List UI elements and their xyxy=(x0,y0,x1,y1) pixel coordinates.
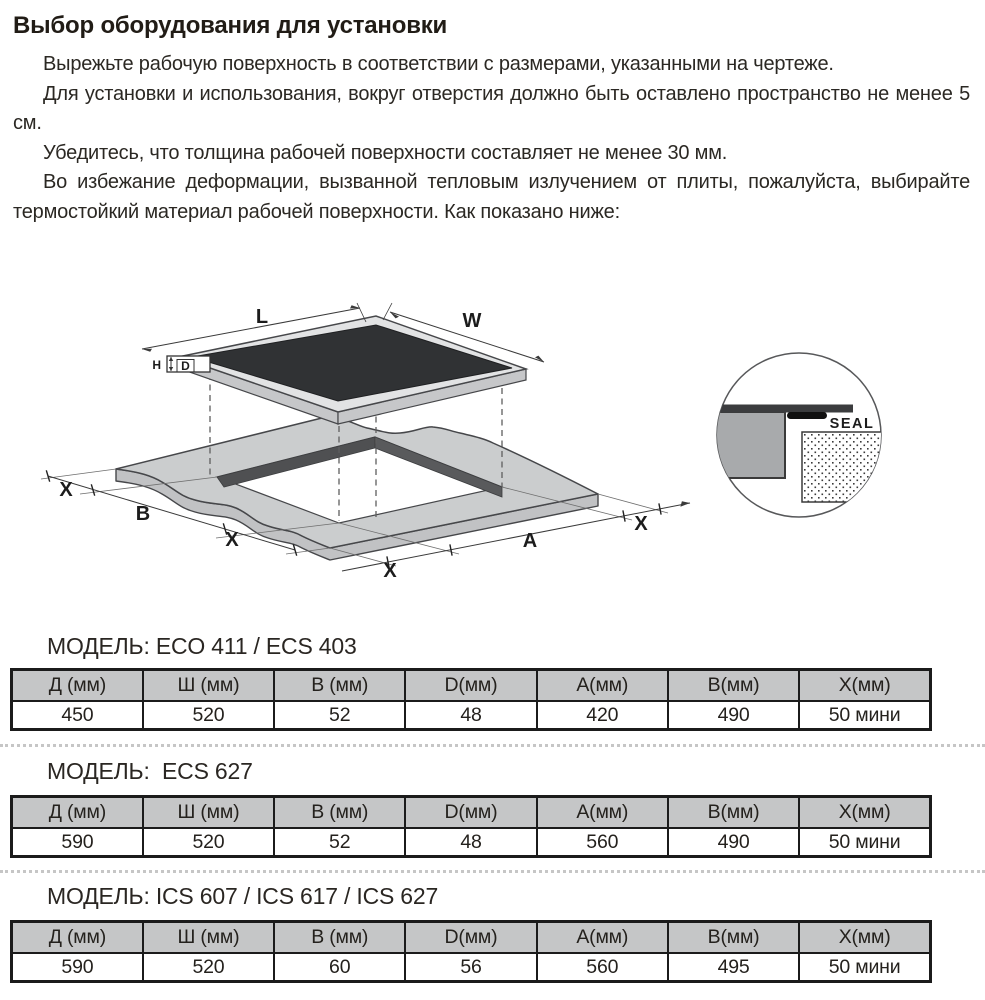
header-cell: В(мм) xyxy=(668,670,799,702)
header-cell: Ш (мм) xyxy=(143,797,274,829)
dimensions-table-eco411 xyxy=(10,668,932,731)
header-cell: В (мм) xyxy=(274,797,405,829)
value-cell: 420 xyxy=(537,701,668,730)
value-cell: 50 мини xyxy=(799,828,930,857)
section-separator xyxy=(0,870,985,873)
header-cell: Х(мм) xyxy=(799,797,930,829)
table-header-row xyxy=(12,670,931,702)
depth-label: D xyxy=(181,359,190,373)
paragraph: Убедитесь, что толщина рабочей поверхности составляет не менее 30 мм. xyxy=(43,141,728,164)
header-cell: Д (мм) xyxy=(12,922,143,954)
model-title-eco411: МОДЕЛЬ: ECO 411 / ECS 403 xyxy=(47,633,357,659)
value-cell: 560 xyxy=(537,828,668,857)
header-cell: А(мм) xyxy=(537,922,668,954)
header-cell: Ш (мм) xyxy=(143,670,274,702)
table-value-row xyxy=(12,953,931,982)
value-cell: 48 xyxy=(405,828,536,857)
dimensions-table-ecs627 xyxy=(10,795,932,858)
value-cell: 50 мини xyxy=(799,701,930,730)
table-value-row xyxy=(12,701,931,730)
value-cell: 52 xyxy=(274,828,405,857)
margin-x-label: X xyxy=(59,479,73,501)
header-cell: Х(мм) xyxy=(799,922,930,954)
seal-detail-circle xyxy=(713,353,883,517)
table-header-row xyxy=(12,797,931,829)
value-cell: 520 xyxy=(143,953,274,982)
header-cell: В(мм) xyxy=(668,922,799,954)
header-cell: В (мм) xyxy=(274,922,405,954)
header-cell: D(мм) xyxy=(405,670,536,702)
value-cell: 450 xyxy=(12,701,143,730)
length-dim-label: L xyxy=(255,306,269,328)
value-cell: 56 xyxy=(405,953,536,982)
header-cell: Д (мм) xyxy=(12,670,143,702)
installation-cutout-diagram xyxy=(40,300,925,590)
header-cell: В (мм) xyxy=(274,670,405,702)
table-header-row xyxy=(12,922,931,954)
margin-x-label: X xyxy=(225,529,239,551)
value-cell: 60 xyxy=(274,953,405,982)
value-cell: 490 xyxy=(668,828,799,857)
header-cell: В(мм) xyxy=(668,797,799,829)
value-cell: 52 xyxy=(274,701,405,730)
cutout-b-label: B xyxy=(135,503,151,525)
margin-x-label: X xyxy=(634,513,648,535)
model-title-ecs627: МОДЕЛЬ: ECS 627 xyxy=(47,758,253,784)
seal-gasket xyxy=(787,412,827,419)
model-title-ics: МОДЕЛЬ: ICS 607 / ICS 617 / ICS 627 xyxy=(47,883,439,909)
paragraph: Вырежьте рабочую поверхность в соответствии с размерами, указанными на чертеже. xyxy=(43,53,834,75)
value-cell: 560 xyxy=(537,953,668,982)
cutout-a-label: A xyxy=(522,530,538,552)
page-title: Выбор оборудования для установки xyxy=(13,12,448,39)
header-cell: Х(мм) xyxy=(799,670,930,702)
value-cell: 495 xyxy=(668,953,799,982)
header-cell: А(мм) xyxy=(537,797,668,829)
header-cell: Ш (мм) xyxy=(143,922,274,954)
value-cell: 520 xyxy=(143,828,274,857)
value-cell: 48 xyxy=(405,701,536,730)
width-dim-label: W xyxy=(462,310,482,332)
table-value-row xyxy=(12,828,931,857)
header-cell: А(мм) xyxy=(537,670,668,702)
height-label: H xyxy=(152,358,161,372)
header-cell: Д (мм) xyxy=(12,797,143,829)
value-cell: 520 xyxy=(143,701,274,730)
header-cell: D(мм) xyxy=(405,797,536,829)
value-cell: 490 xyxy=(668,701,799,730)
value-cell: 590 xyxy=(12,828,143,857)
value-cell: 50 мини xyxy=(799,953,930,982)
dimensions-table-ics xyxy=(10,920,932,983)
value-cell: 590 xyxy=(12,953,143,982)
margin-x-label: X xyxy=(383,560,397,582)
header-cell: D(мм) xyxy=(405,922,536,954)
section-separator xyxy=(0,744,985,747)
paragraph: Во избежание деформации, вызванной тепловым излучением от плиты, пожалуйста, выбирайте термостойкий материал рабочей поверхности. Как показано ниже: xyxy=(13,171,970,223)
paragraph: Для установки и использования, вокруг отверстия должно быть оставлено пространство не менее 5 см. xyxy=(13,82,970,134)
height-depth-annotation xyxy=(152,356,210,373)
seal-label: SEAL xyxy=(829,416,875,432)
instruction-text xyxy=(13,50,970,227)
